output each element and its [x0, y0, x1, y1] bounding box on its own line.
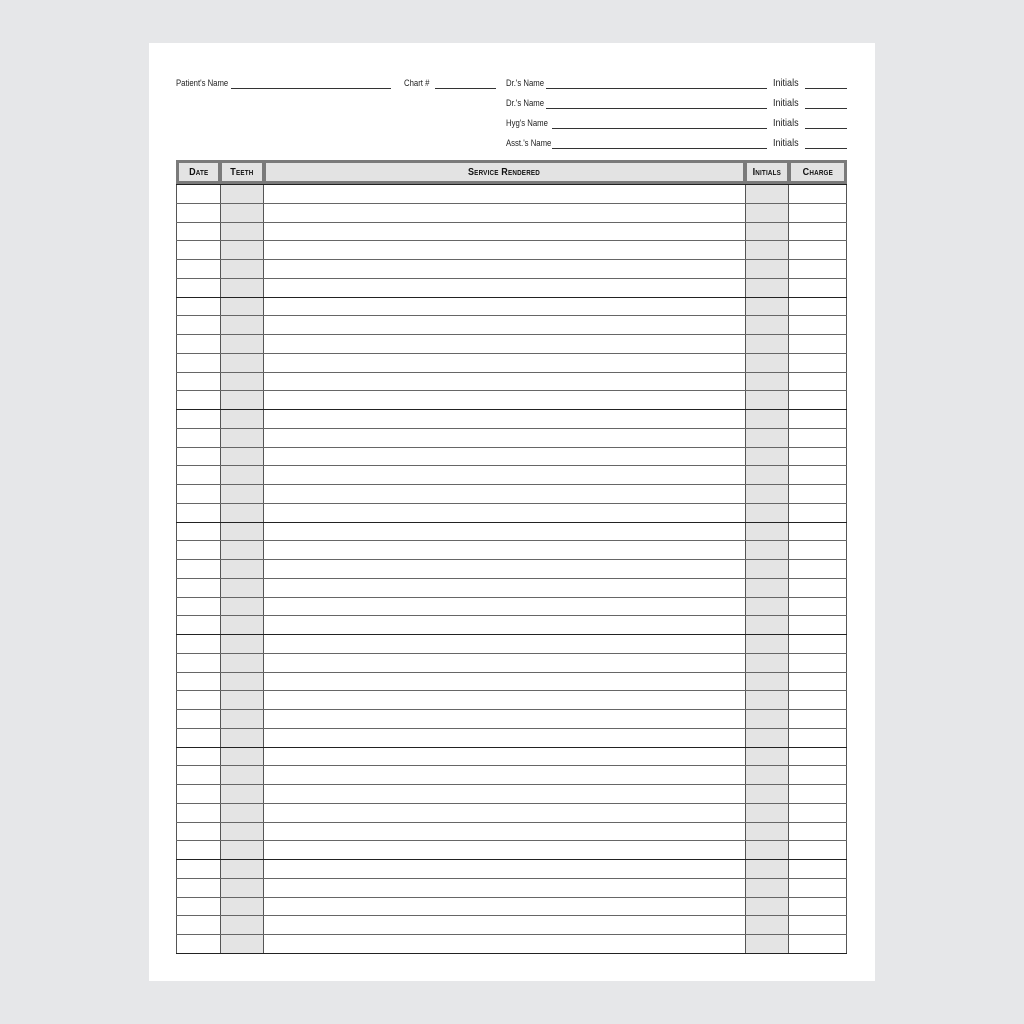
doctor-name-label-2: Dr.'s Name — [506, 98, 545, 108]
table-row-line — [176, 522, 847, 523]
column-divider — [788, 184, 789, 953]
table-row-line — [176, 240, 847, 241]
table-row-line — [176, 915, 847, 916]
header-charge: Charge — [791, 163, 844, 181]
column-divider — [263, 184, 264, 953]
table-row-line — [176, 372, 847, 373]
table-row-line — [176, 597, 847, 598]
doctor-initials-label-2: Initials — [773, 97, 799, 109]
table-row-line — [176, 203, 847, 204]
table-row-line — [176, 822, 847, 823]
column-divider — [220, 184, 221, 953]
table-row-line — [176, 259, 847, 260]
doctor-initials-field-2[interactable] — [805, 108, 847, 109]
table-row-line — [176, 803, 847, 804]
table-row-line — [176, 503, 847, 504]
header-initials: Initials — [747, 163, 787, 181]
table-row-line — [176, 315, 847, 316]
service-log-table[interactable] — [176, 184, 847, 953]
teeth-column-shading — [221, 184, 263, 953]
table-row-line — [176, 184, 847, 185]
hygienist-name-label: Hyg's Name — [506, 118, 548, 128]
assistant-initials-field[interactable] — [805, 148, 847, 149]
table-row-line — [176, 953, 847, 954]
table-row-line — [176, 672, 847, 673]
table-row-line — [176, 428, 847, 429]
table-row-line — [176, 878, 847, 879]
hygienist-initials-field[interactable] — [805, 128, 847, 129]
hygienist-initials-label: Initials — [773, 117, 799, 129]
table-row-line — [176, 784, 847, 785]
table-row-line — [176, 859, 847, 860]
table-row-line — [176, 447, 847, 448]
table-row-line — [176, 897, 847, 898]
chart-number-field[interactable] — [435, 88, 496, 89]
table-row-line — [176, 747, 847, 748]
doctor-initials-label-1: Initials — [773, 77, 799, 89]
table-row-line — [176, 409, 847, 410]
table-row-line — [176, 728, 847, 729]
doctor-name-field-2[interactable] — [546, 108, 767, 109]
header-date: Date — [179, 163, 218, 181]
table-row-line — [176, 390, 847, 391]
table-row-line — [176, 297, 847, 298]
table-row-line — [176, 578, 847, 579]
hygienist-name-field[interactable] — [552, 128, 767, 129]
assistant-initials-label: Initials — [773, 137, 799, 149]
table-row-line — [176, 934, 847, 935]
table-row-line — [176, 334, 847, 335]
table-row-line — [176, 540, 847, 541]
patient-name-label: Patient's Name — [176, 78, 229, 88]
initials-column-shading — [746, 184, 788, 953]
table-row-line — [176, 465, 847, 466]
table-row-line — [176, 222, 847, 223]
column-divider — [846, 184, 847, 953]
table-row-line — [176, 634, 847, 635]
doctor-name-field-1[interactable] — [546, 88, 767, 89]
header-teeth: Teeth — [222, 163, 262, 181]
table-row-line — [176, 765, 847, 766]
patient-name-field[interactable] — [231, 88, 391, 89]
chart-number-label: Chart # — [404, 78, 430, 88]
column-divider — [176, 184, 177, 953]
assistant-name-label: Asst.'s Name — [506, 138, 552, 148]
table-header — [176, 160, 847, 184]
table-row-line — [176, 353, 847, 354]
table-row-line — [176, 484, 847, 485]
table-row-line — [176, 278, 847, 279]
doctor-name-label-1: Dr.'s Name — [506, 78, 545, 88]
header-service-rendered: Service Rendered — [266, 163, 743, 181]
table-row-line — [176, 840, 847, 841]
table-row-line — [176, 709, 847, 710]
column-divider — [745, 184, 746, 953]
table-row-line — [176, 615, 847, 616]
doctor-initials-field-1[interactable] — [805, 88, 847, 89]
table-row-line — [176, 653, 847, 654]
assistant-name-field[interactable] — [552, 148, 767, 149]
table-row-line — [176, 559, 847, 560]
table-row-line — [176, 690, 847, 691]
